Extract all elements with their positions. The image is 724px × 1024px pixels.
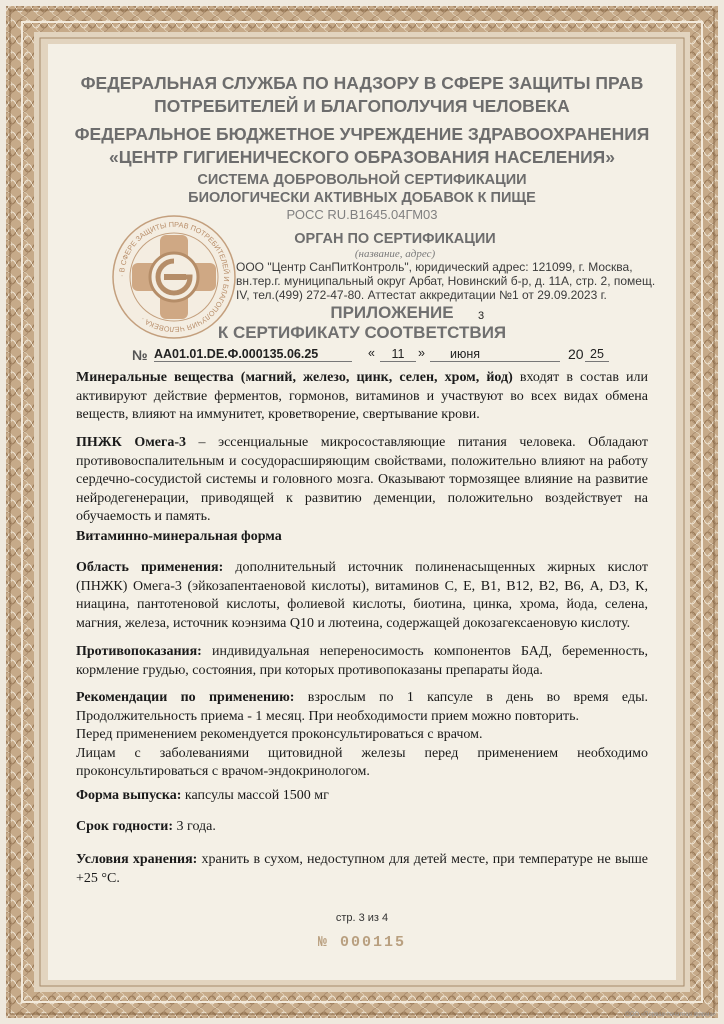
system-title-1: СИСТЕМА ДОБРОВОЛЬНОЙ СЕРТИФИКАЦИИ	[197, 172, 527, 188]
serial-number	[70, 934, 654, 951]
recommendations-line-3: Лицам с заболеваниями щитовидной железы перед применением необходимо проконсультироваться с врачом-эндокринологом.	[76, 745, 648, 779]
form-heading-text: Витаминно-минеральная форма	[76, 529, 282, 544]
recommendations-paragraph	[76, 689, 648, 782]
minerals-text: входят в состав или активируют действие ферментов, гормонов, витаминов и участвуют во всех видах обмена веществ, влияют на иммунитет, кроветворение, свертывание крови.	[76, 370, 649, 422]
minerals-heading: Минеральные вещества (магний, железо, цинк, селен, хром, йод)	[76, 370, 513, 385]
header-line-3: ФЕДЕРАЛЬНОЕ БЮДЖЕТНОЕ УЧРЕЖДЕНИЕ ЗДРАВООХРАНЕНИЯ	[74, 124, 650, 144]
contraindications-paragraph	[76, 643, 648, 680]
shelf-life-paragraph	[76, 818, 648, 837]
appendix-title-line-2: К СЕРТИФИКАТУ СООТВЕТСТВИЯ	[217, 323, 507, 342]
application-text: дополнительный источник полиненасыщенных жирных кислот (ПНЖК) Омега-3 (эйкозапентаеновой кислоты), витаминов С, Е, В1, В12, В2, В6, А, D3, К, ниацина, пантотеновой кислоты, фолиевой кислоты, биотина, цинка, хрома, йода, селена, магния, железа, источник коэнзима Q10 и лютеина, содержащей докозагексаеновую кислоту.	[76, 560, 648, 631]
serial-sign: №	[317, 934, 329, 951]
appendix-number: 3	[478, 310, 485, 322]
storage-paragraph	[76, 851, 648, 888]
certificate-year-suffix: 25	[585, 347, 609, 362]
header-line-4: «ЦЕНТР ГИГИЕНИЧЕСКОГО ОБРАЗОВАНИЯ НАСЕЛЕНИЯ»	[109, 147, 615, 167]
minerals-paragraph	[76, 369, 648, 425]
contraindications-label: Противопоказания:	[76, 644, 202, 659]
recommendations-label: Рекомендации по применению:	[76, 690, 295, 705]
system-title-2: БИОЛОГИЧЕСКИ АКТИВНЫХ ДОБАВОК К ПИЩЕ	[188, 190, 536, 206]
certificate-number-line	[118, 346, 638, 366]
shelf-life-text: 3 года.	[173, 819, 216, 834]
certification-body-subtitle: (название, адрес)	[354, 248, 436, 260]
recommendations-text: взрослым по 1 капсуле в день во время еды. Продолжительность приема - 1 месяц. При необходимости прием можно повторить.	[76, 690, 648, 724]
omega-heading: ПНЖК Омега-3	[76, 435, 186, 450]
header-line-1: ФЕДЕРАЛЬНАЯ СЛУЖБА ПО НАДЗОРУ В СФЕРЕ ЗАЩИТЫ ПРАВ	[80, 73, 644, 93]
recommendations-line-2: Перед применением рекомендуется проконсультироваться с врачом.	[76, 727, 483, 742]
storage-label: Условия хранения:	[76, 852, 198, 867]
date-quote-close: »	[418, 346, 425, 360]
certification-body-title: ОРГАН ПО СЕРТИФИКАЦИИ	[294, 231, 496, 247]
storage-text: хранить в сухом, недоступном для детей месте, при температуре не выше +25 °С.	[76, 852, 648, 886]
form-heading	[76, 528, 648, 547]
omega-text: – эссенциальные микросоставляющие питания человека. Обладают противовоспалительным и сосудорасширяющим свойствами, положительно влияют на работу сердечно-сосудистой системы и головного мозга. Оказывают тормозящее влияние на развитие нейродегенерации, приводящей к развитию деменции, положительно воздействует на обучаемость и память.	[76, 435, 648, 524]
number-sign: №	[132, 347, 148, 363]
certificate-year-prefix: 20	[568, 346, 584, 362]
certificate-month: июня	[430, 347, 560, 362]
appendix-title	[70, 303, 654, 343]
contraindications-text: индивидуальная непереносимость компонентов БАД, беременность, кормление грудью, состояния, при которых противопоказаны препараты йода.	[76, 644, 648, 678]
seal-ring-text: · В СФЕРЕ ЗАЩИТЫ ПРАВ ПОТРЕБИТЕЛЕЙ И БЛАГОПОЛУЧИЯ ЧЕЛОВЕКА ·	[116, 219, 232, 335]
appendix-title-line-1: ПРИЛОЖЕНИЕ	[330, 303, 454, 322]
release-form-text: капсулы массой 1500 мг	[181, 788, 329, 803]
header-line-2: ПОТРЕБИТЕЛЕЙ И БЛАГОПОЛУЧИЯ ЧЕЛОВЕКА	[154, 96, 570, 116]
registration-code: РОСС RU.B1645.04ГМ03	[286, 207, 438, 222]
release-form-label: Форма выпуска:	[76, 788, 182, 803]
release-form-paragraph	[76, 787, 648, 806]
printer-note: ООО «Первая печатная фирма»	[625, 1012, 716, 1018]
shelf-life-label: Срок годности:	[76, 819, 174, 834]
certificate-day: 11	[380, 347, 416, 362]
application-paragraph	[76, 559, 648, 633]
certification-body-details: ООО "Центр СанПитКонтроль", юридический адрес: 121099, г. Москва, вн.тер.г. муниципальный округ Арбат, Новинский б-р, д. 11А, стр. 2, помещ. IV, тел.(499) 272-47-80. Аттестат аккредитации №1 от 29.09.2023 г.	[236, 260, 656, 302]
serial-digits: 000115	[340, 934, 407, 951]
application-label: Область применения:	[76, 560, 224, 575]
omega-paragraph	[76, 434, 648, 527]
certificate-number: AA01.01.DE.Ф.000135.06.25	[154, 347, 352, 362]
page-counter: стр. 3 из 4	[335, 912, 389, 924]
date-quote-open: «	[368, 346, 375, 360]
